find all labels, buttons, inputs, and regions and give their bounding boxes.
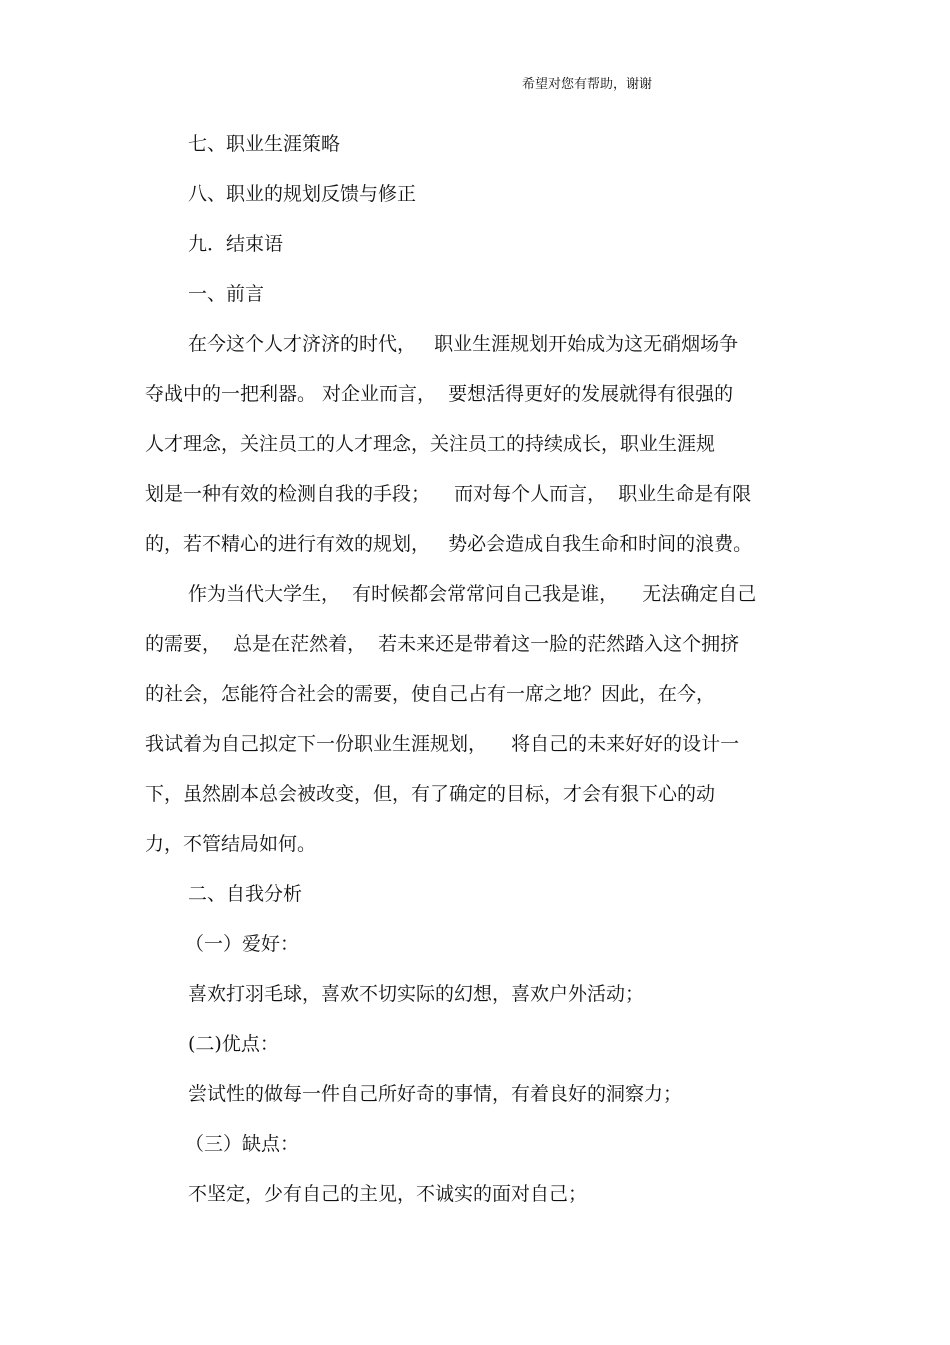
toc-item-8: 八、职业的规划反馈与修正 — [188, 183, 417, 205]
preface-paragraph-2-line: 的社会，怎能符合社会的需要，使自己占有一席之地？因此，在今， — [145, 683, 716, 705]
header-note: 希望对您有帮助，谢谢 — [522, 77, 653, 92]
preface-paragraph-1-line: 在今这个人才济济的时代， 职业生涯规划开始成为这无硝烟场争 — [188, 333, 739, 355]
preface-paragraph-2-line: 的需要， 总是在茫然着， 若未来还是带着这一脸的茫然踏入这个拥挤 — [145, 633, 740, 655]
preface-paragraph-1-line: 划是一种有效的检测自我的手段； 而对每个人而言， 职业生命是有限 — [145, 483, 752, 505]
preface-paragraph-2-line: 力，不管结局如何。 — [145, 833, 317, 855]
preface-paragraph-1-line: 人才理念，关注员工的人才理念，关注员工的持续成长，职业生涯规 — [145, 433, 716, 455]
preface-paragraph-1-line: 的，若不精心的进行有效的规划， 势必会造成自我生命和时间的浪费。 — [145, 533, 753, 555]
preface-paragraph-2-line: 下，虽然剧本总会被改变，但，有了确定的目标，才会有狠下心的动 — [145, 783, 716, 805]
weakness-label: （三）缺点： — [185, 1133, 300, 1155]
weakness-text: 不坚定，少有自己的主见，不诚实的面对自己； — [188, 1183, 588, 1205]
self-analysis-heading: 二、自我分析 — [188, 883, 303, 905]
toc-item-9: 九．结束语 — [188, 233, 284, 255]
strength-text: 尝试性的做每一件自己所好奇的事情，有着良好的洞察力； — [188, 1083, 683, 1105]
strength-label: (二)优点： — [188, 1033, 279, 1055]
hobby-text: 喜欢打羽毛球，喜欢不切实际的幻想，喜欢户外活动； — [188, 983, 645, 1005]
preface-heading: 一、前言 — [188, 283, 265, 305]
preface-paragraph-1-line: 夺战中的一把利器。 对企业而言， 要想活得更好的发展就得有很强的 — [145, 383, 734, 405]
preface-paragraph-2-line: 作为当代大学生， 有时候都会常常问自己我是谁， 无法确定自己 — [188, 583, 757, 605]
preface-paragraph-2-line: 我试着为自己拟定下一份职业生涯规划， 将自己的未来好好的设计一 — [145, 733, 740, 755]
toc-item-7: 七、职业生涯策略 — [188, 133, 341, 155]
hobby-label: （一）爱好： — [185, 933, 300, 955]
